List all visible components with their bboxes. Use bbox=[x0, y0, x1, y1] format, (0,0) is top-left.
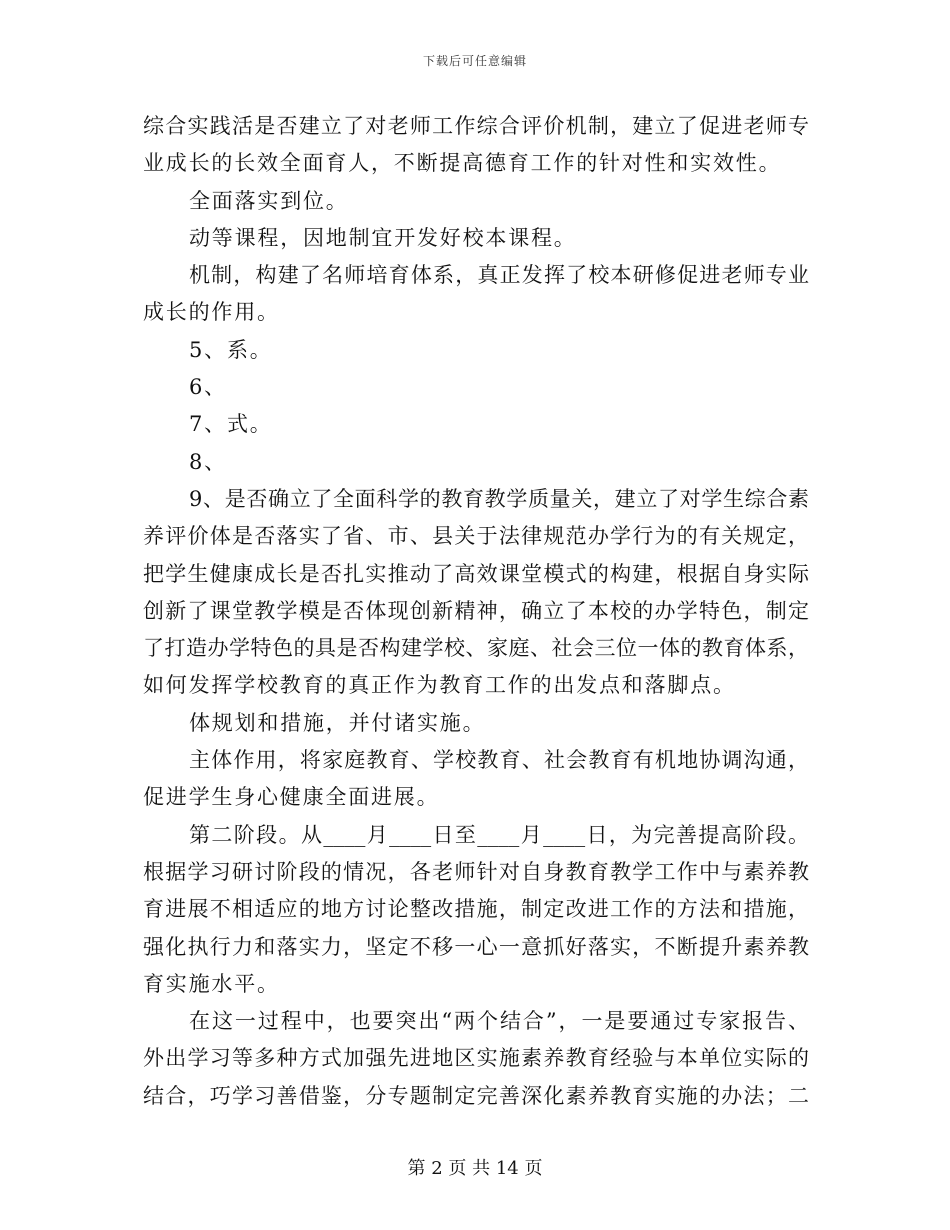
text-line-18: 主体作用，将家庭教育、学校教育、社会教育有机地协调沟通， bbox=[189, 748, 809, 773]
text-line-26: 外出学习等多种方式加强先进地区实施素养教育经验与本单位实际的 bbox=[143, 1046, 809, 1071]
text-line-22: 育进展不相适应的地方讨论整改措施，制定改进工作的方法和措施， bbox=[143, 897, 809, 922]
text-line-21: 根据学习研讨阶段的情况，各老师针对自身教育教学工作中与素养教 bbox=[143, 859, 809, 884]
text-line-23: 强化执行力和落实力，坚定不移一心一意抓好落实，不断提升素养教 bbox=[143, 934, 809, 959]
page-header-note: 下载后可任意编辑 bbox=[422, 54, 527, 68]
text-line-24: 育实施水平。 bbox=[143, 971, 280, 996]
text-line-7: 5、系。 bbox=[189, 337, 273, 362]
text-line-14: 创新了课堂教学模是否体现创新精神，确立了本校的办学特色，制定 bbox=[143, 598, 809, 623]
text-line-9: 7、式。 bbox=[189, 412, 273, 437]
text-line-2: 业成长的长效全面育人，不断提高德育工作的针对性和实效性。 bbox=[143, 151, 782, 176]
text-line-4: 动等课程，因地制宜开发好校本课程。 bbox=[189, 225, 577, 250]
text-line-16: 如何发挥学校教育的真正作为教育工作的出发点和落脚点。 bbox=[143, 673, 736, 698]
text-line-27: 结合，巧学习善借鉴，分专题制定完善深化素养教育实施的办法；二 bbox=[143, 1083, 809, 1108]
text-line-12: 养评价体是否落实了省、市、县关于法律规范办学行为的有关规定， bbox=[143, 524, 809, 549]
page-number-footer: 第 2 页 共 14 页 bbox=[407, 1158, 543, 1179]
text-line-6: 成长的作用。 bbox=[143, 300, 280, 325]
text-line-15: 了打造办学特色的具是否构建学校、家庭、社会三位一体的教育体系， bbox=[143, 636, 809, 661]
text-line-10: 8、 bbox=[189, 449, 227, 474]
text-line-13: 把学生健康成长是否扎实推动了高效课堂模式的构建，根据自身实际 bbox=[143, 561, 809, 586]
text-line-5: 机制，构建了名师培育体系，真正发挥了校本研修促进老师专业 bbox=[189, 263, 809, 288]
text-line-19: 促进学生身心健康全面进展。 bbox=[143, 785, 440, 810]
text-line-8: 6、 bbox=[189, 375, 227, 400]
text-line-1: 综合实践活是否建立了对老师工作综合评价机制，建立了促进老师专 bbox=[143, 114, 809, 138]
text-line-3: 全面落实到位。 bbox=[189, 188, 349, 213]
document-body bbox=[143, 108, 809, 1115]
text-line-20: 第二阶段。从____月____日至____月____日，为完善提高阶段。 bbox=[189, 822, 809, 847]
text-line-17: 体规划和措施，并付诸实施。 bbox=[189, 710, 486, 735]
text-line-11: 9、是否确立了全面科学的教育教学质量关，建立了对学生综合素 bbox=[189, 486, 809, 511]
text-line-25: 在这一过程中，也要突出“两个结合”，一是要通过专家报告、 bbox=[189, 1009, 809, 1034]
